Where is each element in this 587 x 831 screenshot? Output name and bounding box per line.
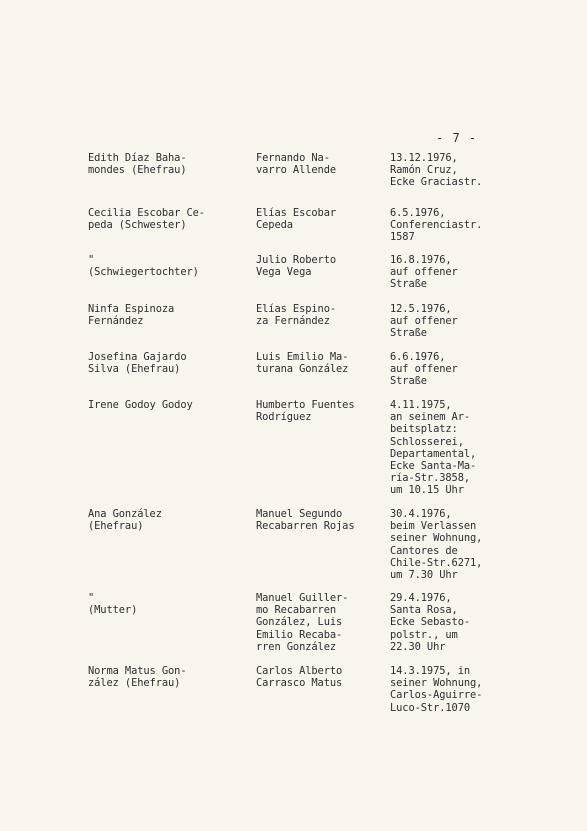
victims-list [0,152,587,725]
arrest-details: 6.6.1976, auf offener Straße [390,351,458,388]
relative-name: " (Schwiegertochter) [88,254,199,279]
page-number: - 7 - [436,131,478,145]
arrest-details: 30.4.1976, beim Verlassen seiner Wohnung, Cantores de Chile-Str.6271, um 7.30 Uhr [390,508,483,582]
victim-name: Fernando Na- varro Allende [256,152,337,177]
victim-name: Carlos Alberto Carrasco Matus [256,665,343,690]
relative-name: " (Mutter) [88,592,138,617]
relative-name: Josefina Gajardo Silva (Ehefrau) [88,351,187,376]
victim-name: Luis Emilio Ma- turana González [256,351,349,376]
victim-name: Humberto Fuentes Rodríguez [256,399,355,424]
list-item [0,351,587,399]
victim-name: Manuel Guiller- mo Recabarren González, Luis Emilio Recaba- rren González [256,592,349,653]
relative-name: Norma Matus Gon- zález (Ehefrau) [88,665,187,690]
list-item [0,207,587,254]
relative-name: Irene Godoy Godoy [88,399,193,411]
list-item [0,152,587,207]
arrest-details: 6.5.1976, Conferenciastr. 1587 [390,207,483,244]
list-item [0,665,587,725]
arrest-details: 14.3.1975, in seiner Wohnung, Carlos-Aguirre- Luco-Str.1070 [390,665,483,714]
list-item [0,399,587,508]
arrest-details: 29.4.1976, Santa Rosa, Ecke Sebasto- polstr., um 22.30 Uhr [390,592,471,653]
relative-name: Edith Díaz Baha- mondes (Ehefrau) [88,152,187,177]
relative-name: Ninfa Espinoza Fernández [88,303,175,328]
arrest-details: 13.12.1976, Ramón Cruz, Ecke Graciastr. [390,152,483,189]
list-item [0,508,587,592]
victim-name: Julio Roberto Vega Vega [256,254,337,279]
arrest-details: 16.8.1976, auf offener Straße [390,254,458,291]
arrest-details: 4.11.1975, an seinem Ar- beitsplatz: Schlosserei, Departamental, Ecke Santa-Ma- ría-Str.3858, um 10.15 Uhr [390,399,477,497]
victim-name: Elías Escobar Cepeda [256,207,337,232]
list-item [0,303,587,351]
relative-name: Ana González (Ehefrau) [88,508,162,533]
list-item [0,254,587,303]
list-item [0,592,587,665]
victim-name: Manuel Segundo Recabarren Rojas [256,508,355,533]
victim-name: Elías Espino- za Fernández [256,303,337,328]
relative-name: Cecilia Escobar Ce- peda (Schwester) [88,207,205,232]
arrest-details: 12.5.1976, auf offener Straße [390,303,458,340]
